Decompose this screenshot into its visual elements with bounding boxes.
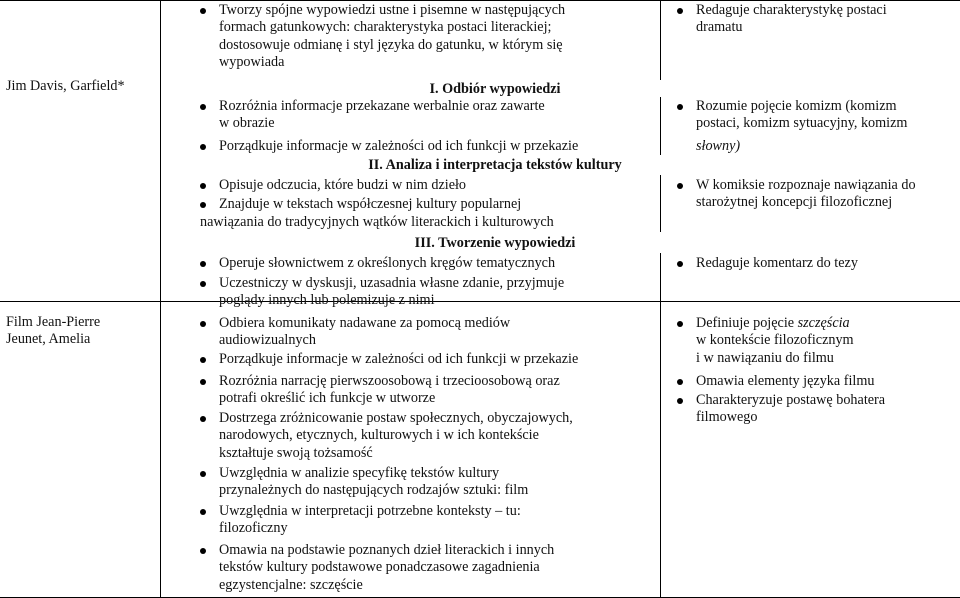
list-item: W komiksie rozpoznaje nawiązania do starożytnej koncepcji filozoficznej bbox=[696, 177, 958, 212]
list-item: Omawia na podstawie poznanych dzieł literackich i innych tekstów kultury podstawowe ponadczasowe zagadnienia egzystencjalne: szczęście bbox=[219, 542, 659, 594]
list-item: Operuje słownictwem z określonych kręgów tematycznych bbox=[219, 255, 659, 272]
list-item: Porządkuje informacje w zależności od ich funkcji w przekazie bbox=[219, 138, 659, 155]
column-divider-right bbox=[660, 253, 661, 598]
list-item: Porządkuje informacje w zależności od ich funkcji w przekazie bbox=[219, 351, 659, 368]
list-item: Opisuje odczucia, które budzi w nim dzieło bbox=[219, 177, 659, 194]
list-item: Rozróżnia informacje przekazane werbalnie oraz zawarte w obrazie bbox=[219, 98, 659, 133]
column-divider-right bbox=[660, 175, 661, 232]
list-item: Uczestniczy w dyskusji, uzasadnia własne zdanie, przyjmuje poglądy innych lub polemizuje z nimi bbox=[219, 275, 659, 310]
list-item: Rozróżnia narrację pierwszoosobową i trzecioosobową oraz potrafi określić ich funkcje w utworze bbox=[219, 373, 659, 408]
list-item: Uwzględnia w interpretacji potrzebne konteksty – tu: filozoficzny bbox=[219, 503, 659, 538]
list-item: Znajduje w tekstach współczesnej kultury popularnej bbox=[219, 196, 659, 213]
list-item: Tworzy spójne wypowiedzi ustne i pisemne w następujących formach gatunkowych: charakterystyka postaci literackiej; dostosowuje odmianę i styl języka do gatunku, w którym się wypowiada bbox=[219, 2, 659, 72]
section-heading-1: I. Odbiór wypowiedzi bbox=[429, 81, 561, 97]
list-item-continuation: nawiązania do tradycyjnych wątków literackich i kulturowych bbox=[200, 214, 554, 230]
column-divider-left bbox=[160, 0, 161, 598]
list-item: Rozumie pojęcie komizm (komizm postaci, komizm sytuacyjny, komizm bbox=[696, 98, 958, 133]
column-divider-right bbox=[660, 97, 661, 155]
column-divider-right bbox=[660, 0, 661, 80]
list-item: Odbiera komunikaty nadawane za pomocą mediów audiowizualnych bbox=[219, 315, 659, 350]
list-item-continuation: słowny) bbox=[696, 138, 741, 154]
list-item: Omawia elementy języka filmu bbox=[696, 373, 958, 390]
work-title-garfield: Jim Davis, Garfield* bbox=[6, 78, 125, 94]
list-item: Charakteryzuje postawę bohatera filmowego bbox=[696, 392, 958, 427]
list-item: Uwzględnia w analizie specyfikę tekstów kultury przynależnych do następujących rodzajów sztuki: film bbox=[219, 465, 659, 500]
list-item: Redaguje komentarz do tezy bbox=[696, 255, 958, 272]
list-item: Redaguje charakterystykę postaci dramatu bbox=[696, 2, 958, 37]
table-border-top bbox=[0, 0, 960, 1]
section-heading-2: II. Analiza i interpretacja tekstów kultury bbox=[368, 157, 622, 173]
list-item: Definiuje pojęcie szczęścia w kontekście filozoficznym i w nawiązaniu do filmu bbox=[696, 315, 958, 367]
work-title-amelia: Film Jean-Pierre Jeunet, Amelia bbox=[6, 314, 101, 348]
list-item: Dostrzega zróżnicowanie postaw społecznych, obyczajowych, narodowych, etycznych, kulturowych i w ich kontekście kształtuje swoją tożsamość bbox=[219, 410, 659, 462]
section-heading-3: III. Tworzenie wypowiedzi bbox=[414, 235, 576, 251]
